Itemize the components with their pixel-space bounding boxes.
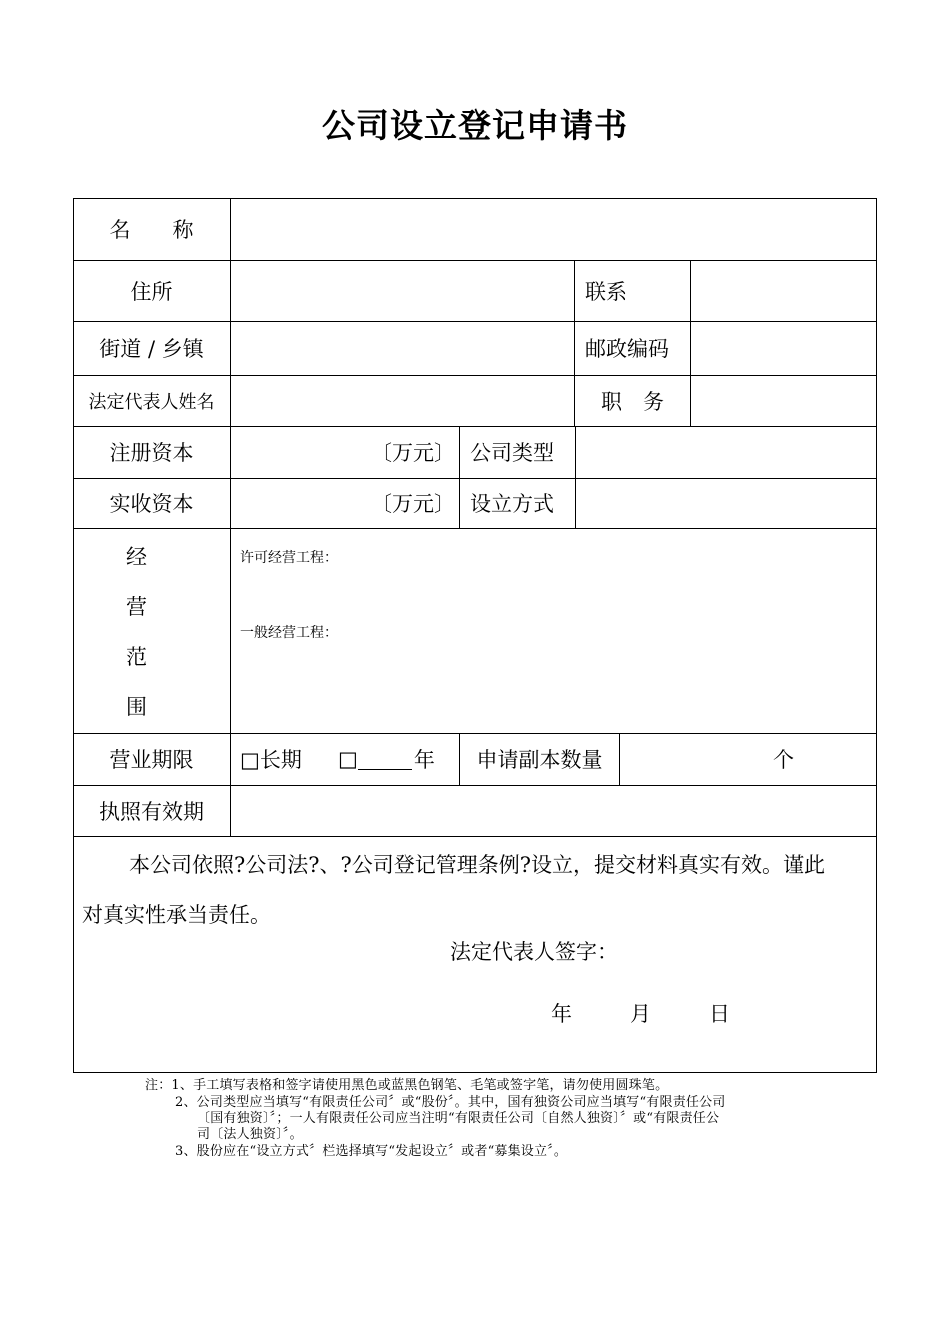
license-validity-field[interactable] xyxy=(231,786,875,835)
postcode-field[interactable] xyxy=(691,322,875,374)
note-2: 2、公司类型应当填写“有限责任公司〞或“股份〞。其中，国有独资公司应当填写“有限责任公司 xyxy=(175,1095,726,1110)
declaration-line-1: 本公司依照?公司法?、?公司登记管理条例?设立，提交材料真实有效。谨此 xyxy=(129,853,826,877)
term-label: 营业期限 xyxy=(109,748,194,772)
name-label: 名 称 xyxy=(109,218,194,242)
position-field[interactable] xyxy=(691,376,875,425)
position-label: 职 务 xyxy=(601,389,664,414)
establish-method-field[interactable] xyxy=(576,479,875,527)
note-2-continued: 司〔法人独资〕〞。 xyxy=(197,1127,303,1142)
term-years-suffix: 年 xyxy=(413,748,435,772)
scope-label-char: 营 xyxy=(126,595,147,619)
copies-label: 申请副本数量 xyxy=(476,748,603,772)
licensed-scope-label: 许可经营工程： xyxy=(240,550,338,566)
contact-label: 联系 xyxy=(585,279,627,304)
date-day: 日 xyxy=(709,1002,730,1026)
term-years-blank[interactable] xyxy=(358,749,412,770)
company-type-field[interactable] xyxy=(576,427,875,477)
postcode-label: 邮政编码 xyxy=(585,337,669,361)
date-year: 年 xyxy=(551,1002,572,1026)
address-field[interactable] xyxy=(231,261,573,320)
address-label: 住所 xyxy=(130,279,173,304)
declaration-line-2: 对真实性承当责任。 xyxy=(82,903,271,927)
scope-label-char: 围 xyxy=(126,695,147,719)
table-border-bottom xyxy=(73,1072,877,1073)
legal-rep-label: 法定代表人姓名 xyxy=(88,391,215,413)
street-field[interactable] xyxy=(231,322,573,374)
signature-label: 法定代表人签字： xyxy=(450,940,618,964)
street-label: 街道 / 乡镇 xyxy=(99,337,204,361)
company-type-label: 公司类型 xyxy=(470,441,554,465)
row-divider xyxy=(73,836,877,837)
page-title: 公司设立登记申请书 xyxy=(322,106,628,145)
col-divider xyxy=(459,426,460,528)
note-3: 3、股份应在“设立方式〞栏选择填写“发起设立〞或者“募集设立〞。 xyxy=(175,1144,568,1159)
general-scope-label: 一般经营工程： xyxy=(240,625,338,641)
establish-method-label: 设立方式 xyxy=(470,492,554,516)
copies-field[interactable] xyxy=(620,734,770,784)
general-scope-field[interactable] xyxy=(231,645,875,731)
scope-label-char: 范 xyxy=(126,645,147,669)
copies-unit: 个 xyxy=(773,748,794,772)
term-years-option[interactable] xyxy=(338,733,454,785)
name-field[interactable] xyxy=(231,199,875,259)
license-validity-label: 执照有效期 xyxy=(99,799,204,824)
term-long-checkbox[interactable]: □长期 xyxy=(240,748,302,772)
term-years-checkbox[interactable]: □ xyxy=(338,747,358,771)
application-form xyxy=(73,198,877,1073)
date-month: 月 xyxy=(630,1002,651,1026)
paid-capital-label: 实收资本 xyxy=(109,492,194,516)
contact-field[interactable] xyxy=(691,261,875,320)
note-1: 注：1、手工填写表格和签字请使用黑色或蓝黑色钢笔、毛笔或签字笔，请勿使用圆珠笔。 xyxy=(145,1078,669,1093)
reg-capital-unit: 〔万元〕 xyxy=(371,441,455,465)
licensed-scope-field[interactable] xyxy=(231,570,875,618)
note-2-continued: 〔国有独资〕〞；一人有限责任公司应当注明“有限责任公司〔自然人独资〕〞或“有限责任公 xyxy=(197,1111,720,1126)
scope-label-char: 经 xyxy=(126,545,147,569)
table-border-right xyxy=(876,198,877,1073)
row-divider xyxy=(73,528,877,529)
signature-field[interactable] xyxy=(613,935,833,967)
legal-rep-field[interactable] xyxy=(231,376,573,425)
paid-capital-unit: 〔万元〕 xyxy=(371,492,455,516)
reg-capital-label: 注册资本 xyxy=(109,441,194,465)
